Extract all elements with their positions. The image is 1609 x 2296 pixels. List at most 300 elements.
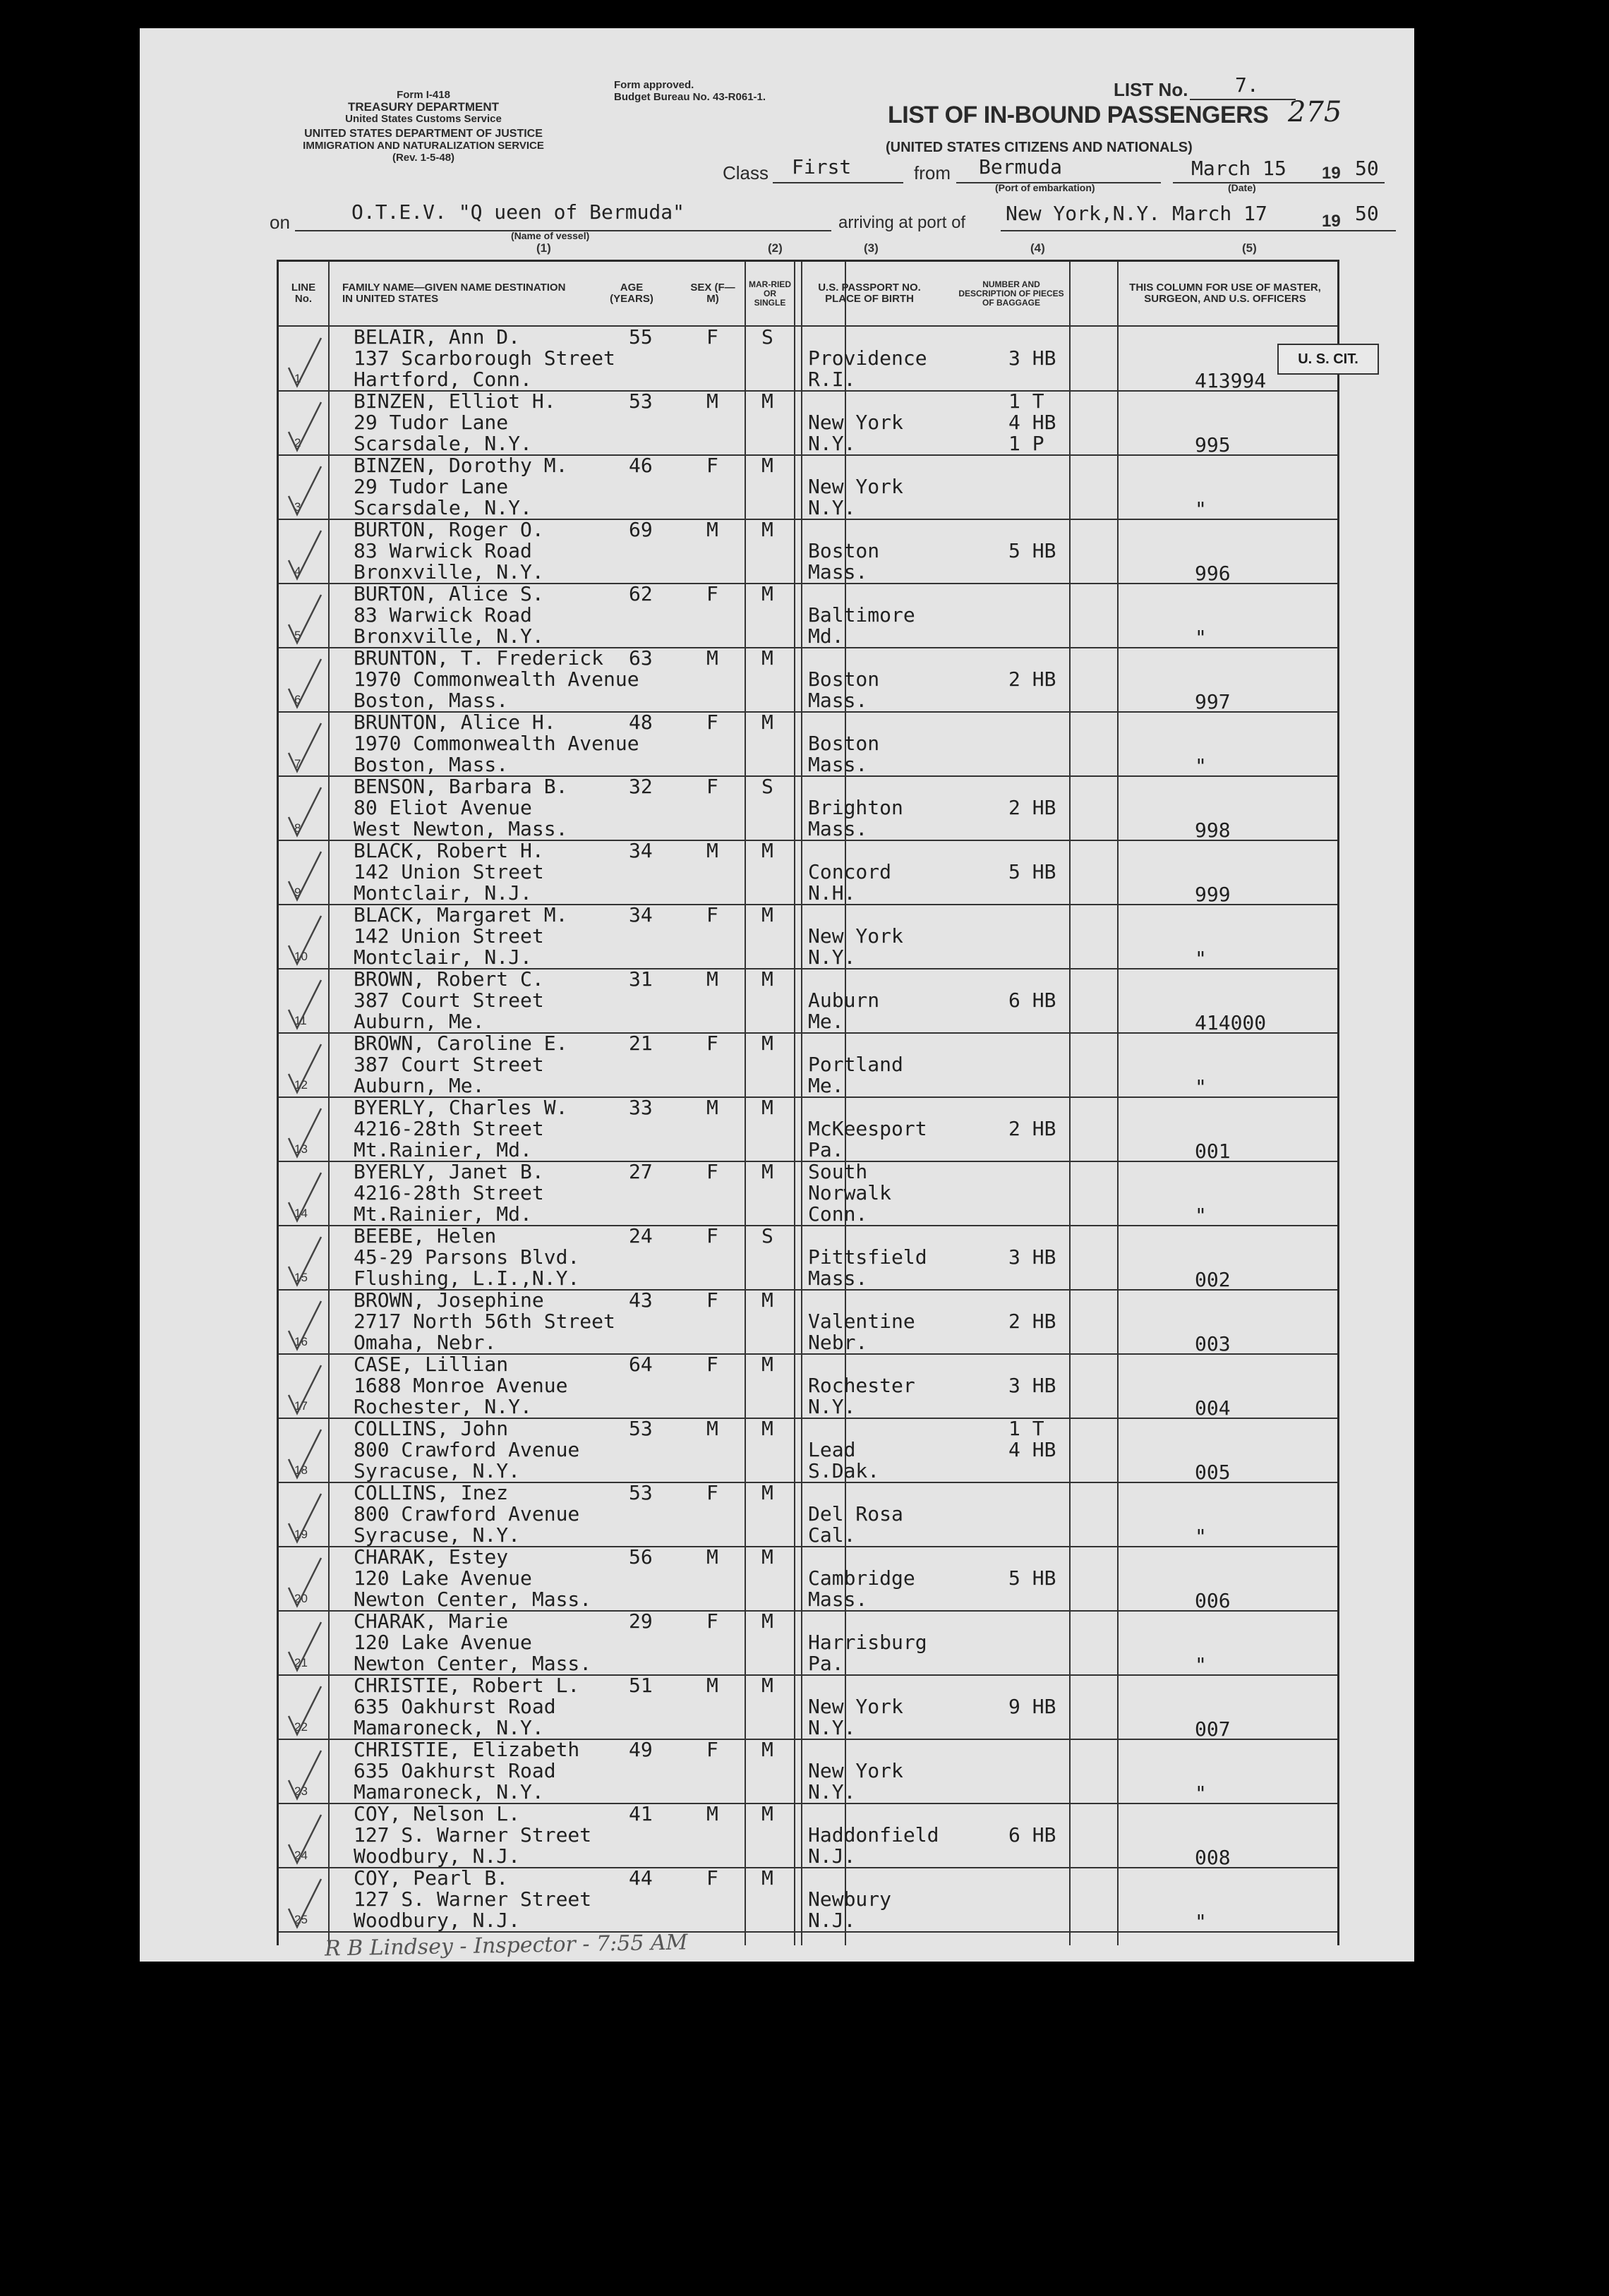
agency-block [268, 89, 579, 164]
passenger-birthplace: Nebr. [808, 1331, 868, 1354]
passenger-birthplace: S.Dak. [808, 1459, 880, 1482]
check-mark-icon [284, 655, 327, 711]
passenger-street: 29 Tudor Lane [354, 411, 509, 434]
passenger-name: BYERLY, Charles W. [354, 1096, 568, 1119]
officer-annotation: 004 [1195, 1396, 1231, 1420]
passenger-street: 83 Warwick Road [354, 603, 532, 627]
passenger-birthplace: Md. [808, 624, 844, 648]
passenger-birthplace: Baltimore [808, 603, 915, 627]
passenger-birthplace: Valentine [808, 1310, 915, 1333]
passenger-birthplace: Lead [808, 1438, 856, 1461]
arrival-port: New York,N.Y. March 17 [1006, 202, 1267, 225]
list-no-label: LIST No. [1114, 79, 1188, 100]
passenger-marital-status: M [761, 1096, 773, 1119]
passenger-birthplace: South [808, 1160, 868, 1183]
passenger-marital-status: M [761, 1353, 773, 1376]
check-mark-icon [284, 1425, 327, 1482]
passenger-city: Bronxville, N.Y. [354, 560, 544, 584]
passenger-birthplace: Providence [808, 346, 927, 370]
passenger-baggage: 1 T [1008, 389, 1044, 413]
check-mark-icon [284, 783, 327, 840]
ins-label: IMMIGRATION AND NATURALIZATION SERVICE [303, 140, 544, 152]
passenger-birthplace: Me. [808, 1074, 844, 1097]
passenger-name: BINZEN, Elliot H. [354, 389, 556, 413]
passenger-birthplace: N.Y. [808, 496, 856, 519]
header-name: FAMILY NAME—GIVEN NAME DESTINATION IN UNITED STATES [342, 282, 566, 305]
passenger-birthplace: Mass. [808, 1588, 868, 1611]
check-mark-icon [284, 1811, 327, 1867]
passenger-street: 4216-28th Street [354, 1117, 544, 1140]
form-title: LIST OF IN-BOUND PASSENGERS [888, 102, 1269, 128]
officer-annotation: 003 [1195, 1332, 1231, 1355]
line-number: 11 [294, 1014, 307, 1027]
check-mark-icon [284, 398, 327, 454]
date-year: 50 [1355, 157, 1379, 180]
passenger-age: 41 [629, 1802, 653, 1825]
officer-annotation: " [1195, 1204, 1207, 1227]
line-number: 22 [294, 1720, 308, 1734]
officer-annotation: 002 [1195, 1268, 1231, 1291]
passenger-birthplace: Pittsfield [808, 1245, 927, 1269]
passenger-sex: M [706, 967, 718, 991]
passenger-age: 53 [629, 389, 653, 413]
table-row [279, 1803, 1337, 1868]
passenger-birthplace: Mass. [808, 689, 868, 712]
line-number: 8 [294, 821, 301, 835]
check-mark-icon [284, 912, 327, 968]
passenger-name: COY, Pearl B. [354, 1866, 509, 1890]
passenger-marital-status: S [761, 775, 773, 798]
date-underline [1173, 182, 1385, 183]
passenger-birthplace: Mass. [808, 560, 868, 584]
passenger-marital-status: M [761, 1674, 773, 1697]
line-number: 18 [294, 1463, 308, 1477]
passenger-baggage: 5 HB [1008, 1566, 1056, 1590]
passenger-birthplace: Rochester [808, 1374, 915, 1397]
header-married: MAR-RIED OR SINGLE [749, 279, 791, 308]
passenger-sex: M [706, 1802, 718, 1825]
passenger-street: 29 Tudor Lane [354, 475, 509, 498]
passenger-birthplace: R.I. [808, 368, 856, 391]
check-mark-icon [284, 526, 327, 583]
check-mark-icon [284, 334, 327, 390]
officer-annotation: 996 [1195, 562, 1231, 585]
passenger-birthplace: Newbury [808, 1887, 892, 1911]
passenger-marital-status: M [761, 839, 773, 862]
passenger-city: Mamaroneck, N.Y. [354, 1780, 544, 1803]
passenger-baggage: 6 HB [1008, 989, 1056, 1012]
passenger-street: 387 Court Street [354, 989, 544, 1012]
check-mark-icon [284, 847, 327, 904]
passenger-marital-status: M [761, 1481, 773, 1504]
passenger-city: Montclair, N.J. [354, 945, 532, 969]
officer-annotation: " [1195, 497, 1207, 521]
passenger-sex: F [706, 1609, 718, 1633]
passenger-name: BENSON, Barbara B. [354, 775, 568, 798]
treasury-label: TREASURY DEPARTMENT [347, 100, 500, 114]
passenger-baggage: 1 P [1008, 432, 1044, 455]
passenger-baggage: 2 HB [1008, 1117, 1056, 1140]
passenger-street: 387 Court Street [354, 1053, 544, 1076]
passenger-birthplace: New York [808, 1695, 903, 1718]
passenger-street: 1970 Commonwealth Avenue [354, 732, 639, 755]
table-row [279, 840, 1337, 905]
passenger-city: Auburn, Me. [354, 1074, 485, 1097]
passenger-birthplace: Norwalk [808, 1181, 892, 1204]
passenger-birthplace: N.Y. [808, 1395, 856, 1418]
page-stamp: 275 [1288, 96, 1342, 128]
officer-annotation: 007 [1195, 1717, 1231, 1741]
passenger-street: 120 Lake Avenue [354, 1631, 532, 1654]
passenger-street: 45-29 Parsons Blvd. [354, 1245, 580, 1269]
passenger-name: BELAIR, Ann D. [354, 325, 521, 349]
line-number: 21 [294, 1656, 308, 1669]
line-number: 25 [294, 1913, 308, 1926]
passenger-street: 635 Oakhurst Road [354, 1695, 556, 1718]
table-row [279, 1033, 1337, 1097]
passenger-city: Newton Center, Mass. [354, 1588, 592, 1611]
officer-annotation: " [1195, 947, 1207, 970]
passenger-age: 63 [629, 646, 653, 670]
passenger-name: COLLINS, John [354, 1417, 509, 1440]
passenger-age: 34 [629, 839, 653, 862]
passenger-name: CASE, Lillian [354, 1353, 509, 1376]
passenger-name: BROWN, Caroline E. [354, 1032, 568, 1055]
passenger-sex: F [706, 1160, 718, 1183]
passenger-sex: F [706, 1353, 718, 1376]
passenger-street: 142 Union Street [354, 860, 544, 883]
passenger-marital-status: M [761, 903, 773, 926]
table-row [279, 1290, 1337, 1354]
passenger-sex: F [706, 325, 718, 349]
passenger-birthplace: Concord [808, 860, 892, 883]
passenger-marital-status: S [761, 325, 773, 349]
passenger-birthplace: Auburn [808, 989, 880, 1012]
class-label: Class [723, 162, 769, 183]
passenger-city: Woodbury, N.J. [354, 1909, 521, 1932]
passenger-marital-status: M [761, 1738, 773, 1761]
passenger-birthplace: Cambridge [808, 1566, 915, 1590]
passenger-name: BURTON, Roger O. [354, 518, 544, 541]
line-number: 5 [294, 629, 301, 642]
passenger-marital-status: M [761, 1417, 773, 1440]
passenger-age: 34 [629, 903, 653, 926]
passenger-sex: F [706, 582, 718, 605]
passenger-age: 44 [629, 1866, 653, 1890]
passenger-sex: M [706, 646, 718, 670]
check-mark-icon [284, 1490, 327, 1546]
passenger-name: BRUNTON, Alice H. [354, 711, 556, 734]
passenger-age: 33 [629, 1096, 653, 1119]
passenger-city: Syracuse, N.Y. [354, 1459, 521, 1482]
passenger-age: 32 [629, 775, 653, 798]
passenger-name: COLLINS, Inez [354, 1481, 509, 1504]
customs-label: United States Customs Service [345, 113, 502, 125]
passenger-birthplace: N.Y. [808, 432, 856, 455]
check-mark-icon [284, 1168, 327, 1225]
passenger-baggage: 3 HB [1008, 1245, 1056, 1269]
table-row [279, 1611, 1337, 1675]
check-mark-icon [284, 976, 327, 1032]
table-row [279, 1354, 1337, 1418]
passenger-street: 127 S. Warner Street [354, 1887, 592, 1911]
passenger-sex: F [706, 1738, 718, 1761]
check-mark-icon [284, 1875, 327, 1931]
passenger-baggage: 1 T [1008, 1417, 1044, 1440]
list-no-value: 7. [1235, 73, 1259, 97]
passenger-name: COY, Nelson L. [354, 1802, 521, 1825]
passenger-age: 51 [629, 1674, 653, 1697]
passenger-birthplace: Me. [808, 1010, 844, 1033]
passenger-city: Newton Center, Mass. [354, 1652, 592, 1675]
passenger-name: BURTON, Alice S. [354, 582, 544, 605]
list-no-underline [1190, 99, 1296, 100]
column-number: (4) [1030, 241, 1045, 255]
officer-annotation: " [1195, 1653, 1207, 1676]
passenger-age: 27 [629, 1160, 653, 1183]
line-number: 10 [294, 950, 308, 963]
passenger-baggage: 3 HB [1008, 346, 1056, 370]
table-row [279, 1482, 1337, 1547]
passenger-city: West Newton, Mass. [354, 817, 568, 840]
line-number: 3 [294, 500, 301, 514]
passenger-street: 4216-28th Street [354, 1181, 544, 1204]
passenger-baggage: 4 HB [1008, 1438, 1056, 1461]
class-value: First [792, 155, 852, 179]
line-number: 20 [294, 1592, 308, 1605]
passenger-name: BINZEN, Dorothy M. [354, 454, 568, 477]
inspector-signature: R B Lindsey - Inspector - 7:55 AM [324, 1930, 688, 1962]
table-row [279, 1161, 1337, 1226]
passenger-marital-status: M [761, 454, 773, 477]
passenger-sex: M [706, 1545, 718, 1569]
passenger-city: Mt.Rainier, Md. [354, 1138, 532, 1161]
check-mark-icon [284, 591, 327, 647]
passenger-birthplace: Pa. [808, 1652, 844, 1675]
passenger-sex: F [706, 1224, 718, 1247]
check-mark-icon [284, 719, 327, 775]
passenger-birthplace: Del Rosa [808, 1502, 903, 1525]
date-prefix: 19 [1322, 164, 1341, 183]
passenger-name: CHRISTIE, Robert L. [354, 1674, 580, 1697]
passenger-birthplace: Conn. [808, 1202, 868, 1226]
passenger-street: 800 Crawford Avenue [354, 1438, 580, 1461]
line-number: 9 [294, 886, 301, 899]
passenger-birthplace: Portland [808, 1053, 903, 1076]
officer-annotation: " [1195, 1525, 1207, 1548]
passenger-age: 62 [629, 582, 653, 605]
passenger-birthplace: Boston [808, 667, 880, 691]
passenger-age: 21 [629, 1032, 653, 1055]
us-citizen-stamp: U. S. CIT. [1277, 344, 1379, 375]
passenger-marital-status: M [761, 582, 773, 605]
line-number: 6 [294, 693, 301, 706]
passenger-city: Scarsdale, N.Y. [354, 432, 532, 455]
passenger-city: Omaha, Nebr. [354, 1331, 497, 1354]
passenger-birthplace: Brighton [808, 796, 903, 819]
justice-label: UNITED STATES DEPARTMENT OF JUSTICE [304, 128, 543, 140]
passenger-baggage: 2 HB [1008, 1310, 1056, 1333]
passenger-name: BRUNTON, T. Frederick [354, 646, 604, 670]
passenger-birthplace: Haddonfield [808, 1823, 939, 1847]
column-number: (1) [536, 241, 551, 255]
passenger-birthplace: Mass. [808, 753, 868, 776]
passenger-street: 142 Union Street [354, 924, 544, 948]
passenger-sex: F [706, 903, 718, 926]
passenger-birthplace: N.Y. [808, 945, 856, 969]
date-caption: (Date) [1228, 182, 1256, 193]
revision-label: (Rev. 1-5-48) [392, 152, 455, 164]
officer-annotation: " [1195, 1782, 1207, 1805]
table-row [279, 969, 1337, 1033]
on-label: on [270, 212, 290, 233]
passenger-street: 137 Scarborough Street [354, 346, 615, 370]
passenger-city: Flushing, L.I.,N.Y. [354, 1267, 580, 1290]
passenger-birthplace: Mass. [808, 1267, 868, 1290]
line-number: 7 [294, 757, 301, 771]
passenger-name: BLACK, Robert H. [354, 839, 544, 862]
passenger-age: 24 [629, 1224, 653, 1247]
check-mark-icon [284, 1233, 327, 1289]
class-underline [773, 182, 903, 183]
officer-annotation: 008 [1195, 1846, 1231, 1869]
passenger-marital-status: M [761, 1802, 773, 1825]
passenger-baggage: 2 HB [1008, 667, 1056, 691]
officer-annotation: " [1195, 754, 1207, 778]
passenger-city: Scarsdale, N.Y. [354, 496, 532, 519]
passenger-birthplace: New York [808, 924, 903, 948]
table-row [279, 776, 1337, 840]
passenger-baggage: 4 HB [1008, 411, 1056, 434]
passenger-sex: M [706, 1096, 718, 1119]
table-row [279, 391, 1337, 455]
check-mark-icon [284, 1746, 327, 1803]
passenger-marital-status: M [761, 1866, 773, 1890]
table-row [279, 519, 1337, 584]
passenger-age: 46 [629, 454, 653, 477]
passenger-age: 55 [629, 325, 653, 349]
header-officers: THIS COLUMN FOR USE OF MASTER, SURGEON, AND U.S. OFFICERS [1129, 282, 1321, 305]
table-row [279, 1418, 1337, 1482]
passenger-birthplace: N.Y. [808, 1716, 856, 1739]
from-label: from [914, 162, 951, 183]
check-mark-icon [284, 462, 327, 519]
passenger-birthplace: McKeesport [808, 1117, 927, 1140]
table-row [279, 1097, 1337, 1161]
header-baggage: NUMBER AND DESCRIPTION OF PIECES OF BAGGAGE [958, 279, 1064, 308]
officer-annotation: " [1195, 626, 1207, 649]
passenger-age: 69 [629, 518, 653, 541]
officer-annotation: " [1195, 1910, 1207, 1933]
passenger-sex: M [706, 839, 718, 862]
officer-annotation: 001 [1195, 1140, 1231, 1163]
line-number: 13 [294, 1142, 308, 1156]
passenger-age: 29 [629, 1609, 653, 1633]
passenger-sex: M [706, 1674, 718, 1697]
passenger-city: Mt.Rainier, Md. [354, 1202, 532, 1226]
budget-bureau: Budget Bureau No. 43-R061-1. [614, 91, 766, 103]
passenger-marital-status: M [761, 389, 773, 413]
passenger-baggage: 5 HB [1008, 539, 1056, 562]
passenger-street: 1688 Monroe Avenue [354, 1374, 568, 1397]
passenger-table [277, 260, 1339, 1945]
passenger-age: 64 [629, 1353, 653, 1376]
line-number: 2 [294, 436, 301, 449]
officer-annotation: 999 [1195, 883, 1231, 906]
passenger-name: BROWN, Robert C. [354, 967, 544, 991]
table-row [279, 1739, 1337, 1803]
date-value: March 15 [1191, 157, 1286, 180]
passenger-sex: F [706, 1481, 718, 1504]
passenger-marital-status: M [761, 646, 773, 670]
officer-annotation: 006 [1195, 1589, 1231, 1612]
passenger-age: 53 [629, 1481, 653, 1504]
passenger-street: 635 Oakhurst Road [354, 1759, 556, 1782]
passenger-age: 43 [629, 1288, 653, 1312]
passenger-birthplace: Boston [808, 539, 880, 562]
passenger-name: CHARAK, Estey [354, 1545, 509, 1569]
passenger-marital-status: M [761, 1288, 773, 1312]
passenger-street: 800 Crawford Avenue [354, 1502, 580, 1525]
passenger-name: BYERLY, Janet B. [354, 1160, 544, 1183]
officer-annotation: 413994 [1195, 369, 1267, 392]
vessel-name: O.T.E.V. "Q ueen of Bermuda" [351, 200, 685, 224]
passenger-age: 53 [629, 1417, 653, 1440]
line-number: 4 [294, 564, 301, 578]
table-row [279, 584, 1337, 648]
line-number: 12 [294, 1078, 308, 1092]
passenger-baggage: 2 HB [1008, 796, 1056, 819]
passenger-birthplace: N.Y. [808, 1780, 856, 1803]
passenger-birthplace: Cal. [808, 1523, 856, 1547]
passenger-marital-status: M [761, 1609, 773, 1633]
officer-annotation: 005 [1195, 1461, 1231, 1484]
arrival-year: 50 [1355, 202, 1379, 225]
passenger-sex: F [706, 1288, 718, 1312]
line-number: 17 [294, 1399, 308, 1413]
passenger-city: Syracuse, N.Y. [354, 1523, 521, 1547]
passenger-birthplace: New York [808, 1759, 903, 1782]
passenger-city: Woodbury, N.J. [354, 1844, 521, 1868]
table-row [279, 648, 1337, 712]
line-number: 1 [294, 372, 301, 385]
form-subtitle: (UNITED STATES CITIZENS AND NATIONALS) [886, 140, 1193, 155]
passenger-sex: F [706, 711, 718, 734]
header-sex: SEX (F—M) [690, 282, 735, 305]
passenger-city: Bronxville, N.Y. [354, 624, 544, 648]
officer-annotation: " [1195, 1075, 1207, 1099]
table-row [279, 1675, 1337, 1739]
passenger-marital-status: M [761, 1160, 773, 1183]
passenger-baggage: 6 HB [1008, 1823, 1056, 1847]
column-number: (5) [1242, 241, 1257, 255]
passenger-baggage: 9 HB [1008, 1695, 1056, 1718]
passenger-age: 31 [629, 967, 653, 991]
passenger-city: Mamaroneck, N.Y. [354, 1716, 544, 1739]
passenger-city: Boston, Mass. [354, 753, 509, 776]
passenger-city: Rochester, N.Y. [354, 1395, 532, 1418]
port-caption: (Port of embarkation) [995, 182, 1095, 193]
form-approved: Form approved. [614, 79, 694, 91]
check-mark-icon [284, 1554, 327, 1610]
passenger-marital-status: M [761, 518, 773, 541]
line-number: 15 [294, 1271, 308, 1284]
passenger-street: 1970 Commonwealth Avenue [354, 667, 639, 691]
passenger-sex: M [706, 389, 718, 413]
passenger-sex: F [706, 1032, 718, 1055]
passenger-sex: F [706, 1866, 718, 1890]
passenger-sex: M [706, 1417, 718, 1440]
